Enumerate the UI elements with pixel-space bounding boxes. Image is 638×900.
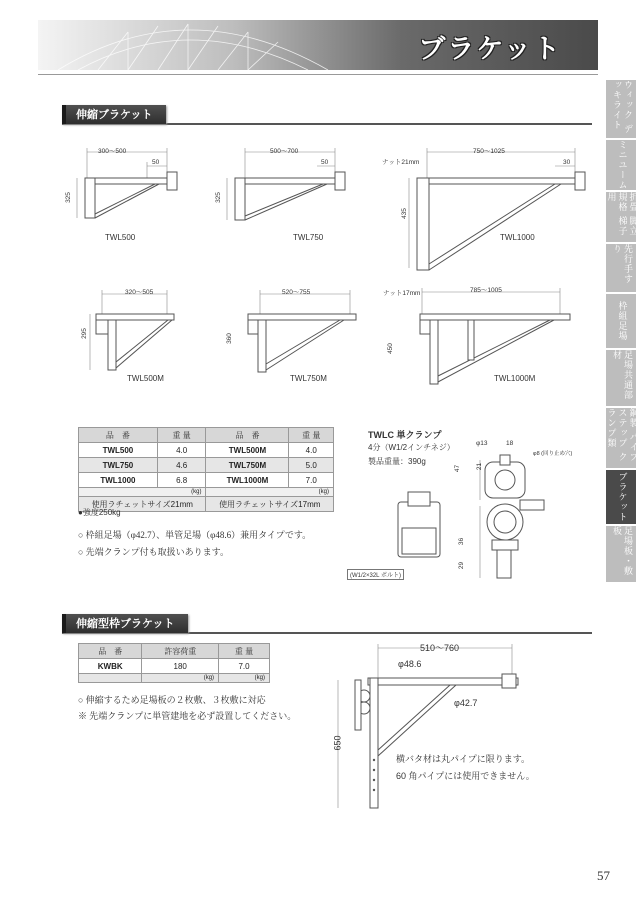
cell-weight: 7.0 [289, 473, 334, 488]
sidebar-item-clamp[interactable]: 鋼製 パイプステップ クランプ類 [606, 408, 636, 470]
sidebar-item-deck[interactable]: ウィック デッキライト [606, 80, 636, 140]
dim-twl1000-height: 435 [400, 208, 408, 219]
label-twl1000: TWL1000 [500, 233, 535, 242]
page-number: 57 [597, 868, 610, 883]
unit-label: (kg) [206, 488, 334, 497]
table-row [79, 659, 270, 674]
dim-kwbk-height: 650 [332, 735, 343, 751]
th-load: 許容荷重 [142, 644, 219, 659]
unit-blank [79, 674, 142, 683]
cell-weight: 5.0 [289, 458, 334, 473]
sidebar-index [606, 80, 636, 584]
dim-clamp-bolt: (W1/2×32L ボルト) [347, 569, 404, 580]
clamp-spec: 4分（W1/2インチネジ） [368, 443, 455, 452]
clamp-title: TWLC 単クランプ [368, 430, 442, 440]
th-weight2: 重 量 [289, 428, 334, 443]
page-title: ブラケット [418, 34, 562, 65]
section2-title: 伸縮型枠ブラケット [62, 614, 188, 633]
note-1: ○ 枠組足場（φ42.7）、単管足場（φ48.6）兼用タイプです。 [78, 530, 312, 540]
th-weight1: 重 量 [157, 428, 206, 443]
diagram-twl500 [55, 148, 195, 228]
dim-kwbk-phi486: φ48.6 [398, 659, 422, 669]
kwbk-caption-1: 横バタ材は丸パイプに限ります。 [396, 754, 531, 764]
sidebar-item-ladder[interactable]: 折畳 脚立 規格 梯子 用 [606, 192, 636, 244]
sidebar-item-frame[interactable]: 枠組足場 [606, 294, 636, 350]
cell-part: TWL500M [206, 443, 289, 458]
diagram-twl750 [205, 148, 365, 228]
dim-twl500m-range: 320～505 [125, 289, 154, 296]
ratchet-size-1: 使用ラチェットサイズ21mm [79, 497, 206, 512]
dim-kwbk-range: 510～760 [420, 643, 460, 653]
kwbk-caption-2: 60 角パイプには使用できません。 [396, 771, 535, 781]
diagram-twl750m [240, 290, 390, 380]
note-4: ※ 先端クランプに単管建地を必ず設置してください。 [78, 711, 297, 721]
diagram-twl1000 [395, 148, 595, 268]
cell-part: TWL1000M [206, 473, 289, 488]
table-row [79, 473, 334, 488]
dim-twl1000m-height: 450 [386, 343, 394, 354]
cell-part: TWL500 [79, 443, 158, 458]
truss-graphic [38, 20, 338, 70]
sidebar-item-common[interactable]: 足場共通部材 [606, 350, 636, 408]
dim-twl750-height: 325 [214, 192, 222, 203]
cell-weight: 4.0 [157, 443, 206, 458]
dim-twl500-50: 50 [152, 159, 160, 166]
th-weight: 重 量 [219, 644, 270, 659]
dim-clamp-29: 29 [458, 561, 466, 570]
dim-twl500-range: 300～500 [98, 148, 127, 155]
label-twl500m: TWL500M [127, 374, 164, 383]
cell-weight: 6.8 [157, 473, 206, 488]
dim-clamp-36: 36 [458, 537, 466, 546]
cell-part: TWL750M [206, 458, 289, 473]
dim-twl750m-range: 520～755 [282, 289, 311, 296]
unit-label: (kg) [219, 674, 270, 683]
note-3: ○ 伸縮するため足場板の２枚敷、３枚敷に対応 [78, 695, 266, 705]
cell-part: TWL1000 [79, 473, 158, 488]
dim-clamp-18: 18 [506, 440, 514, 447]
cell-weight: 4.6 [157, 458, 206, 473]
th-part: 品 番 [79, 644, 142, 659]
label-twl500: TWL500 [105, 233, 136, 242]
dim-twl750-50: 50 [321, 159, 329, 166]
unit-label: (kg) [142, 674, 219, 683]
diagram-twl500m [82, 290, 212, 380]
diagram-twl1000m [400, 288, 590, 388]
dim-twl1000m-range: 785～1005 [470, 287, 502, 294]
strength-note: ●強度250kg [78, 508, 121, 517]
sidebar-item-board[interactable]: 足場板・敷板 [606, 526, 636, 584]
dim-kwbk-phi427: φ42.7 [454, 698, 478, 708]
label-twl750m: TWL750M [290, 374, 327, 383]
dim-clamp-21: 21 [476, 462, 484, 471]
section1-title: 伸縮ブラケット [62, 105, 166, 124]
diagram-kwbk [330, 640, 550, 820]
dim-clamp-47: 47 [454, 464, 462, 473]
clamp-weight: 製品重量：390g [368, 457, 426, 466]
dim-clamp-phi8: φ8 (回り止め穴) [533, 451, 573, 457]
header-banner [38, 20, 598, 70]
dim-twl1000-nut: ナット21mm [382, 159, 420, 166]
header-rule [38, 74, 598, 75]
table-row [79, 458, 334, 473]
dim-twl750-range: 500～700 [270, 148, 299, 155]
dim-twl1000-30: 30 [563, 159, 571, 166]
dim-clamp-phi13: φ13 [476, 440, 488, 447]
cell-part: TWL750 [79, 458, 158, 473]
dim-twl750m-height: 360 [225, 333, 233, 344]
note-2: ○ 先端クランプ付も取扱いあります。 [78, 547, 229, 557]
dim-twl500m-height: 295 [80, 328, 88, 339]
th-part1: 品 番 [79, 428, 158, 443]
dim-twl1000m-nut: ナット17mm [383, 290, 421, 297]
label-twl750: TWL750 [293, 233, 324, 242]
cell-weight: 7.0 [219, 659, 270, 674]
cell-load: 180 [142, 659, 219, 674]
sidebar-item-handrail[interactable]: 先行手すり [606, 244, 636, 294]
dim-twl1000-range: 750～1025 [473, 148, 505, 155]
sidebar-item-bracket[interactable]: ブラケット [606, 470, 636, 526]
unit-label: (kg) [79, 488, 206, 497]
spec-table-kwbk [78, 643, 270, 683]
label-twl1000m: TWL1000M [494, 374, 536, 383]
table-row [79, 443, 334, 458]
th-part2: 品 番 [206, 428, 289, 443]
ratchet-size-2: 使用ラチェットサイズ17mm [206, 497, 334, 512]
dim-twl500-height: 325 [64, 192, 72, 203]
cell-weight: 4.0 [289, 443, 334, 458]
cell-part: KWBK [79, 659, 142, 674]
spec-table-twl [78, 427, 334, 512]
sidebar-item-minium[interactable]: ミニユーム [606, 140, 636, 192]
